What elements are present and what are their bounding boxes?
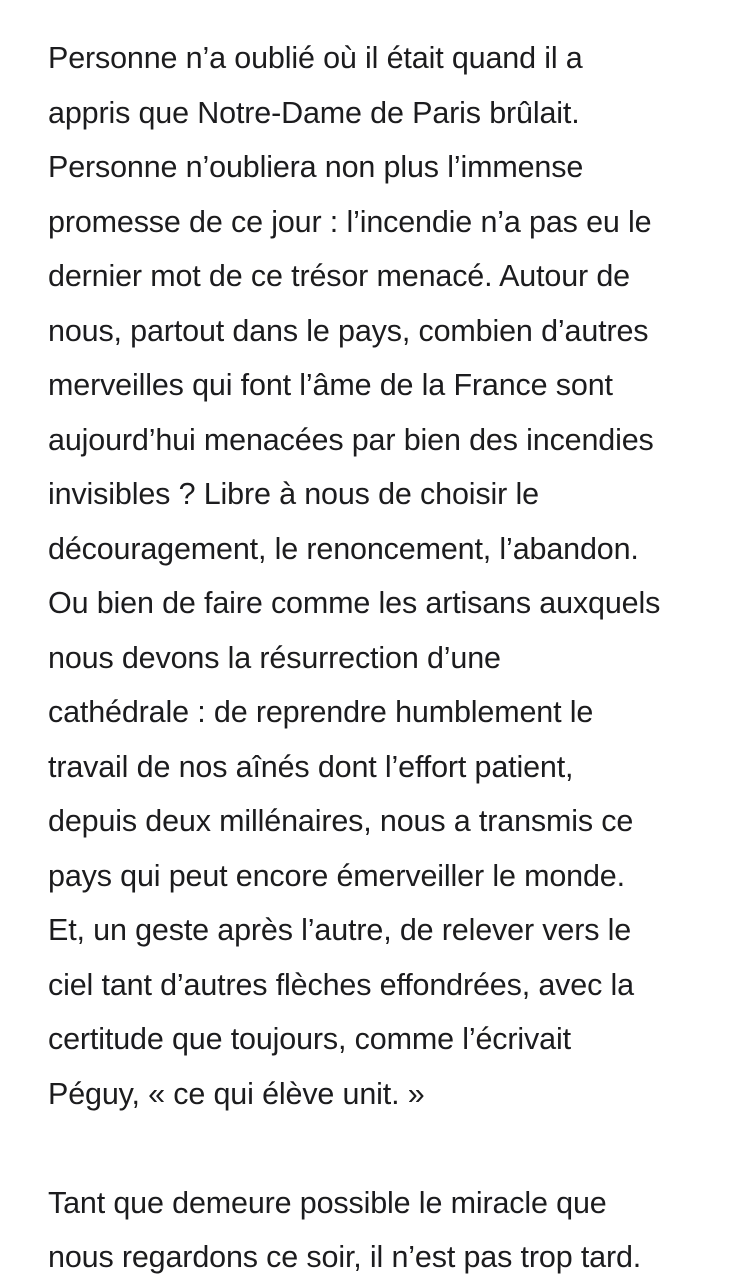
text-line: nous regardons ce soir, il n’est pas trop tard.	[48, 1240, 642, 1274]
text-line: depuis deux millénaires, nous a transmis ce	[48, 804, 634, 838]
text-line: appris que Notre-Dame de Paris brûlait.	[48, 95, 580, 130]
text-line: cathédrale : de reprendre humblement le	[48, 695, 594, 729]
text-line: nous devons la résurrection d’une	[48, 640, 501, 675]
text-line: Et, un geste après l’autre, de relever vers le	[48, 913, 632, 947]
text-line: travail de nos aînés dont l’effort patient,	[48, 749, 574, 784]
text-line: aujourd’hui menacées par bien des incendies	[48, 422, 654, 457]
text-line: Personne n’a oublié où il était quand il a	[48, 41, 583, 75]
text-line: pays qui peut encore émerveiller le monde.	[48, 858, 625, 893]
text-line: Péguy, « ce qui élève unit. »	[48, 1076, 425, 1111]
paragraph-spacer	[48, 1121, 738, 1176]
text-line: Tant que demeure possible le miracle que	[48, 1185, 607, 1220]
paragraph-1	[48, 31, 738, 1121]
text-line: certitude que toujours, comme l’écrivait	[48, 1022, 571, 1056]
text-line: dernier mot de ce trésor menacé. Autour de	[48, 259, 630, 293]
text-line: Personne n’oubliera non plus l’immense	[48, 150, 584, 184]
text-line: invisibles ? Libre à nous de choisir le	[48, 477, 539, 511]
text-line: merveilles qui font l’âme de la France sont	[48, 368, 613, 402]
text-line: découragement, le renoncement, l’abandon.	[48, 531, 639, 566]
paragraph-2	[48, 1176, 738, 1285]
article-text	[48, 31, 738, 1285]
text-line: ciel tant d’autres flèches effondrées, avec la	[48, 967, 634, 1002]
text-line: Ou bien de faire comme les artisans auxquels	[48, 586, 661, 620]
text-line: nous, partout dans le pays, combien d’autres	[48, 313, 649, 348]
text-line: promesse de ce jour : l’incendie n’a pas eu le	[48, 204, 652, 239]
